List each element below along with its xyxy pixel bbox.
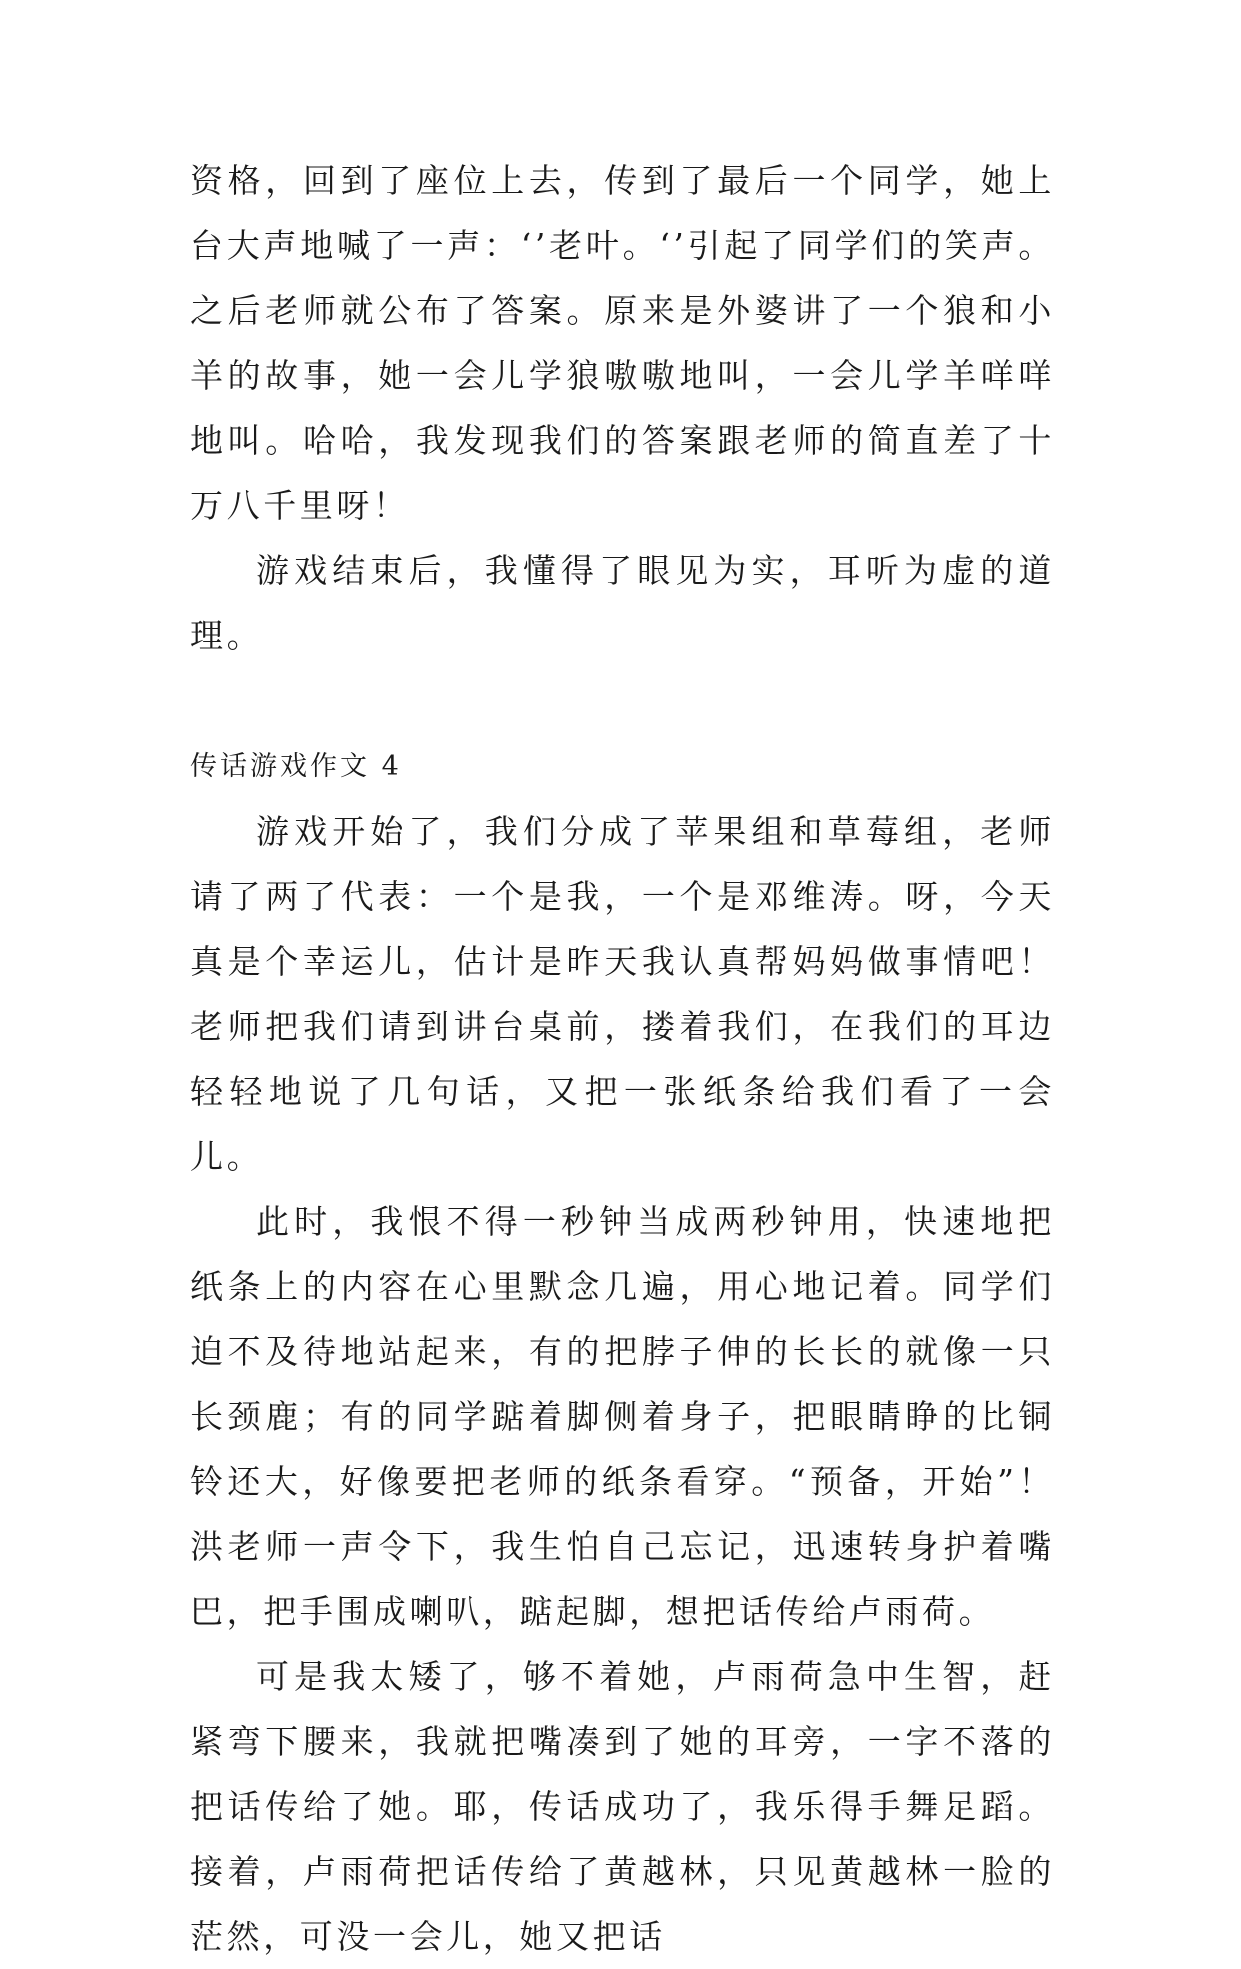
- paragraph-3: 可是我太矮了，够不着她，卢雨荷急中生智，赶紧弯下腰来，我就把嘴凑到了她的耳旁，一字不落的把话传给了她。耶，传话成功了，我乐得手舞足蹈。接着，卢雨荷把话传给了黄越林，只见黄越林一脸的茫然，可没一会儿，她又把话: [190, 1657, 1055, 1956]
- paragraph-continued: 资格，回到了座位上去，传到了最后一个同学，她上台大声地喊了一声：‘’老叶。‘’引起了同学们的笑声。之后老师就公布了答案。原来是外婆讲了一个狼和小羊的故事，她一会儿学狼嗷嗷地叫，一会儿学羊咩咩地叫。哈哈，我发现我们的答案跟老师的简直差了十万八千里呀！: [190, 161, 1055, 525]
- section-spacer: [190, 668, 1055, 734]
- paragraph-2: 此时，我恨不得一秒钟当成两秒钟用，快速地把纸条上的内容在心里默念几遍，用心地记着。同学们迫不及待地站起来，有的把脖子伸的长长的就像一只长颈鹿；有的同学踮着脚侧着身子，把眼睛睁的比铜铃还大，好像要把老师的纸条看穿。“预备，开始”！洪老师一声令下，我生怕自己忘记，迅速转身护着嘴巴，把手围成喇叭，踮起脚，想把话传给卢雨荷。: [190, 1202, 1055, 1631]
- paragraph-conclusion: 游戏结束后，我懂得了眼见为实，耳听为虚的道理。: [190, 551, 1055, 655]
- paragraph-1: 游戏开始了，我们分成了苹果组和草莓组，老师请了两了代表：一个是我，一个是邓维涛。呀，今天真是个幸运儿，估计是昨天我认真帮妈妈做事情吧！老师把我们请到讲台桌前，搂着我们，在我们的耳边轻轻地说了几句话，又把一张纸条给我们看了一会儿。: [190, 812, 1055, 1176]
- section-title: 传话游戏作文 4: [190, 751, 402, 782]
- document-body: [190, 148, 1055, 1969]
